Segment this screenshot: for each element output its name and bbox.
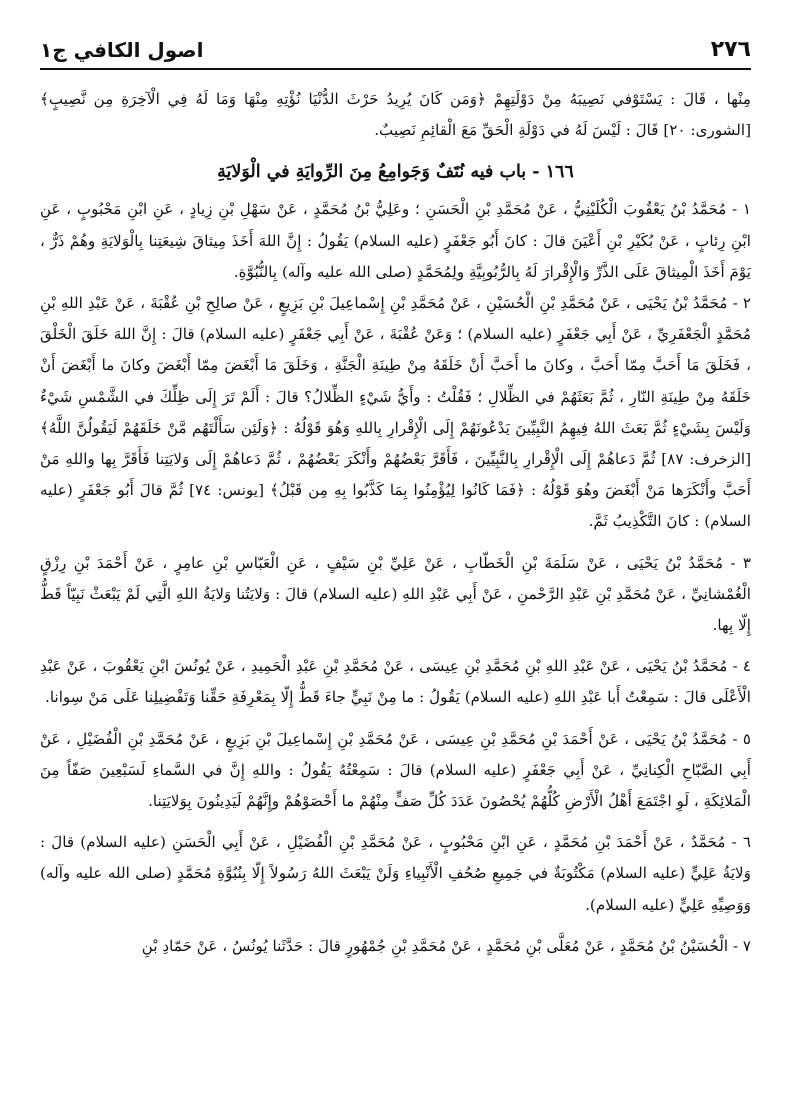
- spacer: [40, 817, 751, 827]
- page-number: ٢٧٦: [710, 37, 751, 62]
- hadith-4: ٤ - مُحَمَّدُ بْنُ يَحْيَى ، عَنْ عَبْدِ اللهِ بْنِ مُحَمَّدِ بْنِ عِيسَى ، عَنْ مُحَمَّدِ بْنِ عَبْدِ الْحَمِيدِ ، عَنْ يُونُسَ ابْنِ يَعْقُوبَ ، عَنْ عَبْدِ الْأَعْلَى قالَ : سَمِعْتُ أَبا عَبْدِ اللهِ (عليه السلام) يَقُولُ : ما مِنْ نَبِيٍّ جاءَ قَطُّ إِلّا بِمَعْرِفَةِ حَقِّنا وَتَفْضِيلِنا عَلَى مَنْ سِوانا.: [40, 657, 751, 707]
- spacer: [40, 538, 751, 548]
- hadith-2: ٢ - مُحَمَّدُ بْنُ يَحْيَى ، عَنْ مُحَمَّدِ بْنِ الْحُسَيْنِ ، عَنْ مُحَمَّدِ بْنِ إِسْماعِيلَ بْنِ بَزِيعٍ ، عَنْ صالِحِ بْنِ عُقْبَةَ ، عَنْ عَبْدِ اللهِ بْنِ مُحَمَّدٍ الْجَعْفَرِيِّ ، عَنْ أَبِي جَعْفَرٍ (عليه السلام) ؛ وَعَنْ عُقْبَةَ ، عَنْ أَبِي جَعْفَرٍ (عليه السلام) قالَ : إِنَّ اللهَ خَلَقَ الْخَلْقَ ، فَخَلَقَ مَا أَحَبَّ مِمّا أَحَبَّ ، وكانَ ما أَحَبَّ أَنْ خَلَقَهُ مِنْ طِينَةِ الْجَنَّةِ ، وَخَلَقَ مَا أَبْغَضَ مِمّا أَبْغَضَ وكانَ ما أَبْغَضَ أَنْ خَلَقَهُ مِنْ طِينَةِ النّارِ ، ثُمَّ بَعَثَهُمْ في الظِّلالِ ؛ فَقُلْتُ : وأَيُّ شَيْءٍ الظِّلالُ؟ قالَ : أَلَمْ تَرَ إِلَى ظِلِّكَ في الشَّمْسِ شَيْءٌ وَلَيْسَ بِشَيْءٍ ثُمَّ بَعَثَ اللهُ فِيهِمُ النَّبِيِّينَ يَدْعُونَهُمْ إِلَى الْإِقْرارِ بِاللهِ وَهُوَ قَوْلُهُ : ﴿وَلَئِن سَأَلْتَهُم مَّنْ خَلَقَهُمْ لَيَقُولُنَّ اللَّهُ﴾ [الزخرف: ٨٧] ثُمَّ دَعاهُمْ إِلَى الْإِقْرارِ بِالنَّبِيِّينَ ، فَأَقَرَّ بَعْضُهُمْ وأَنْكَرَ بَعْضُهُمْ ، ثُمَّ دَعاهُمْ إِلَى وَلايَتِنا فَأَقَرَّ بِها واللهِ مَنْ أَحَبَّ وأَنْكَرَها مَنْ أَبْغَضَ وهُوَ قَوْلُهُ : ﴿فَمَا كَانُوا لِيُؤْمِنُوا بِمَا كَذَّبُوا بِهِ مِن قَبْلُ﴾ [يونس: ٧٤] ثُمَّ قالَ أَبُو جَعْفَرٍ (عليه السلام) : كانَ التَّكْذِيبُ ثَمَّ.: [40, 294, 751, 531]
- spacer: [40, 714, 751, 724]
- hadith-3: ٣ - مُحَمَّدُ بْنُ يَحْيَى ، عَنْ سَلَمَةَ بْنِ الْخَطّابِ ، عَنْ عَلِيِّ بْنِ سَيْفٍ ، عَنِ الْعَبّاسِ بْنِ عامِرٍ ، عَنْ أَحْمَدَ بْنِ رِزْقٍ الْغُمْشانِيِّ ، عَنْ مُحَمَّدِ بْنِ عَبْدِ الرَّحْمنِ ، عَنْ أَبِي عَبْدِ اللهِ (عليه السلام) قالَ : وَلايَتُنا وَلايَةُ اللهِ الَّتِي لَمْ يَبْعَثْ نَبِيّاً قَطُّ إِلّا بِها.: [40, 553, 751, 635]
- hadith-5: ٥ - مُحَمَّدُ بْنُ يَحْيَى ، عَنْ أَحْمَدَ بْنِ مُحَمَّدِ بْنِ عِيسَى ، عَنْ مُحَمَّدِ بْنِ إِسْماعِيلَ بْنِ بَزِيعٍ ، عَنْ مُحَمَّدِ بْنِ الْفُضَيْلِ ، عَنْ أَبِي الصَّبّاحِ الْكِنانِيِّ ، عَنْ أَبِي جَعْفَرٍ (عليه السلام) قالَ : سَمِعْتُهُ يَقُولُ : واللهِ إِنَّ في السَّماءِ لَسَبْعِينَ صَفّاً مِنَ الْمَلائِكَةِ ، لَوِ اجْتَمَعَ أَهْلُ الْأَرْضِ كُلُّهُمْ يُحْصُونَ عَدَدَ كُلِّ صَفٍّ مِنْهُمْ ما أَحْصَوْهُمْ وإِنَّهُمْ لَيَدِينُونَ بِوَلايَتِنا.: [40, 729, 751, 811]
- chapter-title: ١٦٦ - باب فيه نُتَفٌ وَجَوامِعُ مِنَ الرِّوايَةِ في الْوَلايَةِ: [217, 162, 574, 183]
- spacer: [40, 641, 751, 651]
- spacer: [40, 921, 751, 931]
- page-header: [40, 26, 751, 70]
- hadith-6: ٦ - مُحَمَّدٌ ، عَنْ أَحْمَدَ بْنِ مُحَمَّدٍ ، عَنِ ابْنِ مَحْبُوبٍ ، عَنْ مُحَمَّدِ بْنِ الْفُضَيْلِ ، عَنْ أَبِي الْحَسَنِ (عليه السلام) قالَ : وَلايَةُ عَلِيٍّ (عليه السلام) مَكْتُوبَةٌ في جَمِيعِ صُحُفِ الْأَنْبِياءِ وَلَنْ يَبْعَثَ اللهُ رَسُولاً إِلّا بِنُبُوَّةِ مُحَمَّدٍ (صلى الله عليه وآله) وَوَصِيِّهِ عَلِيٍّ (عليه السلام).: [40, 833, 751, 914]
- page-body: [40, 84, 751, 962]
- intro-paragraph: مِنْها ، قَالَ : يَسْتَوْفي نَصِيبَهُ مِنْ دَوْلَتِهِمْ ﴿وَمَن كَانَ يُرِيدُ حَرْثَ الدُّنْيَا نُؤْتِهِ مِنْهَا وَمَا لَهُ فِي الْآخِرَةِ مِن نَّصِيبٍ﴾ [الشورى: ٢٠] قَالَ : لَيْسَ لَهُ في دَوْلَةِ الْحَقِّ مَعَ الْقائِمِ نَصِيبٌ.: [40, 90, 751, 140]
- hadith-1: ١ - مُحَمَّدُ بْنُ يَعْقُوبَ الْكُلَيْنِيُّ ، عَنْ مُحَمَّدِ بْنِ الْحَسَنِ ؛ وعَلِيُّ بْنُ مُحَمَّدٍ ، عَنْ سَهْلِ بْنِ زِيادٍ ، عَنِ ابْنِ مَحْبُوبٍ ، عَنِ ابْنِ رِئابٍ ، عَنْ بُكَيْرِ بْنِ أَعْيَنَ قالَ : كانَ أَبُو جَعْفَرٍ (عليه السلام) يَقُولُ : إِنَّ اللهَ أَخَذَ مِيثاقَ شِيعَتِنا بِالْوَلايَةِ وهُمْ ذَرٌّ ، يَوْمَ أَخَذَ الْمِيثاقَ عَلَى الذَّرِّ وَالْإِقْرارَ لَهُ بِالرُّبُوبِيَّةِ ولِمُحَمَّدٍ (صلى الله عليه وآله) بِالنُّبُوَّةِ.: [40, 200, 751, 281]
- hadith-7: ٧ - الْحُسَيْنُ بْنُ مُحَمَّدٍ ، عَنْ مُعَلَّى بْنِ مُحَمَّدٍ ، عَنْ مُحَمَّدِ بْنِ جُمْهُورٍ قالَ : حَدَّثَنا يُونُسُ ، عَنْ حَمّادِ بْنِ: [141, 936, 751, 955]
- book-title: اصول الكافي ج١: [40, 38, 204, 62]
